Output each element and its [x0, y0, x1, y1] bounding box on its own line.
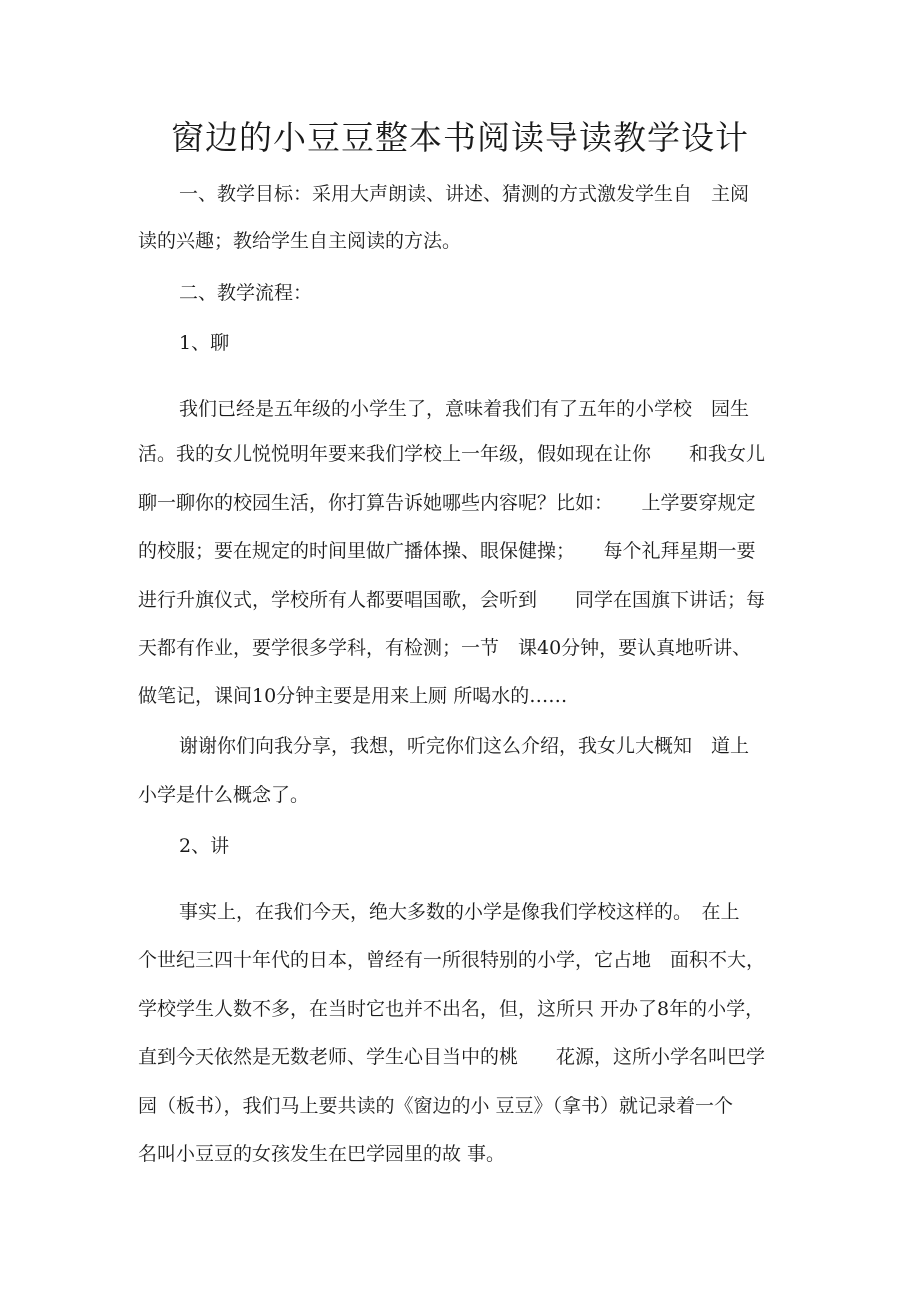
- section-heading: 二、教学流程：: [179, 282, 313, 304]
- text-line: 谢谢你们向我分享，我想，听完你们这么介绍，我女儿大概知 道上: [179, 735, 750, 757]
- text-line: 直到今天依然是无数老师、学生心目当中的桃 花源，这所小学名叫巴学: [138, 1046, 766, 1068]
- document-title: 窗边的小豆豆整本书阅读导读教学设计: [171, 118, 749, 157]
- text-line: 聊一聊你的校园生活，你打算告诉她哪些内容呢？比如： 上学要穿规定: [138, 492, 756, 514]
- text-line: 学校学生人数不多，在当时它也并不出名，但，这所只 开办了8年的小学，: [138, 998, 765, 1020]
- text-line: 活。我的女儿悦悦明年要来我们学校上一年级，假如现在让你 和我女儿: [138, 443, 766, 465]
- text-line: 读的兴趣；教给学生自主阅读的方法。: [138, 230, 462, 252]
- subsection-heading: 1、聊: [179, 332, 230, 354]
- text-line: 一、教学目标：采用大声朗读、讲述、猜测的方式激发学生自 主阅: [179, 183, 750, 205]
- text-line: 的校服；要在规定的时间里做广播体操、眼保健操； 每个礼拜星期一要: [138, 540, 756, 562]
- text-line: 名叫小豆豆的女孩发生在巴学园里的故 事。: [138, 1143, 506, 1165]
- subsection-heading: 2、讲: [179, 835, 230, 857]
- text-line: 个世纪三四十年代的日本，曾经有一所很特别的小学，它占地 面积不大，: [138, 949, 766, 971]
- text-line: 天都有作业，要学很多学科，有检测；一节 课40分钟，要认真地听讲、: [138, 637, 752, 659]
- text-line: 进行升旗仪式，学校所有人都要唱国歌，会听到 同学在国旗下讲话；每: [138, 589, 766, 611]
- text-line: 事实上，在我们今天，绝大多数的小学是像我们学校这样的。 在上: [179, 901, 740, 923]
- text-line: 小学是什么概念了。: [138, 784, 310, 806]
- text-line: 我们已经是五年级的小学生了，意味着我们有了五年的小学校 园生: [179, 398, 750, 420]
- text-line: 做笔记，课间10分钟主要是用来上厕 所喝水的……: [138, 685, 568, 707]
- text-line: 园（板书），我们马上要共读的《窗边的小 豆豆》（拿书）就记录着一个: [138, 1095, 734, 1117]
